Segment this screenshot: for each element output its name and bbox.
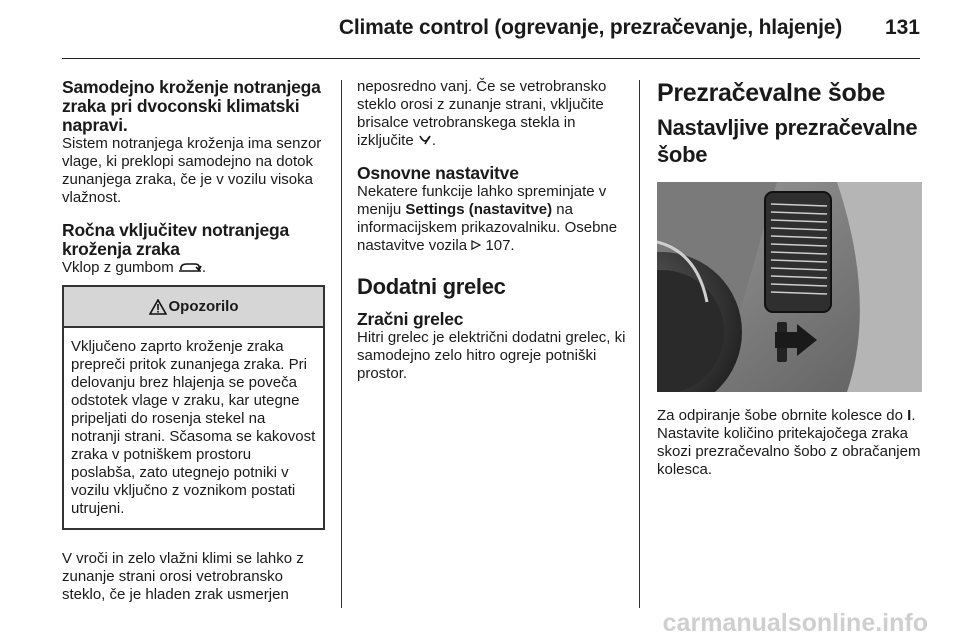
heading-air-heater: Zračni grelec <box>357 309 464 329</box>
text-auto-recirculation: Sistem notranjega kroženja ima senzor vlage, ki preklopi samodejno na dotok zunanjega zraka, če je v vozilu visoka vlažnost. <box>62 135 322 206</box>
page-number: 131 <box>884 16 920 39</box>
warning-header <box>64 287 323 328</box>
column-2 <box>357 78 627 383</box>
text-adjustable-vents: Za odpiranje šobe obrnite kolesce do I. Nastavite količino pritekajočega zraka skozi prezračevalno šobo z obračanjem kolesca. <box>657 407 921 478</box>
text-manual-recirculation: Vklop z gumbom . <box>62 259 207 276</box>
wiper-icon <box>418 134 432 146</box>
warning-box <box>62 285 325 530</box>
heading-air-vents: Prezračevalne šobe <box>657 79 886 107</box>
warning-title: Opozorilo <box>168 298 239 315</box>
column-divider <box>341 80 342 608</box>
air-vent-illustration <box>657 182 922 392</box>
page-header <box>0 0 960 60</box>
header-rule <box>62 58 920 59</box>
watermark: carmanualsonline.info <box>662 609 928 637</box>
warning-triangle-icon <box>149 299 167 315</box>
column-3 <box>657 78 925 479</box>
recirculation-icon <box>178 261 202 273</box>
text-air-heater: Hitri grelec je električni dodatni grelec, ki samodejno zelo hitro ogreje potniški prostor. <box>357 329 626 382</box>
header-title: Climate control (ogrevanje, prezračevanje, hlajenje) <box>338 16 842 39</box>
column-divider <box>639 80 640 608</box>
text-humid-climate: V vroči in zelo vlažni klimi se lahko z zunanje strani orosi vetrobransko steklo, če je hladen zrak usmerjen <box>62 550 304 603</box>
heading-auxiliary-heater: Dodatni grelec <box>357 274 506 299</box>
heading-auto-recirculation: Samodejno kroženje notranjega zraka pri dvoconski klimatski napravi. <box>62 77 321 135</box>
heading-manual-recirculation: Ročna vključitev notranjega kroženja zraka <box>62 220 290 259</box>
text-basic-settings: Nekatere funkcije lahko spreminjate v meniju Settings (nastavitve) na informacijskem prikazovalniku. Osebne nastavitve vozila 107. <box>357 183 618 254</box>
heading-adjustable-vents: Nastavljive prezračevalne šobe <box>657 115 918 167</box>
text-continued: neposredno vanj. Če se vetrobransko steklo orosi z zunanje strani, vključite brisalce vetrobranskega stekla in izključite . <box>357 78 607 149</box>
warning-text: Vključeno zaprto kroženje zraka prepreči pritok zunanjega zraka. Pri delovanju brez hlajenja se poveča odstotek vlage v zraku, kar utegne pripeljati do rosenja stekel na notranji strani. Sčasoma se kakovost zraka v potniškem prostoru poslabša, zato utegnejo potniki v vozilu vključno z voznikom postati utrujeni. <box>71 338 316 517</box>
column-1 <box>62 78 327 604</box>
page-ref-triangle-icon <box>471 240 481 250</box>
heading-basic-settings: Osnovne nastavitve <box>357 163 519 183</box>
